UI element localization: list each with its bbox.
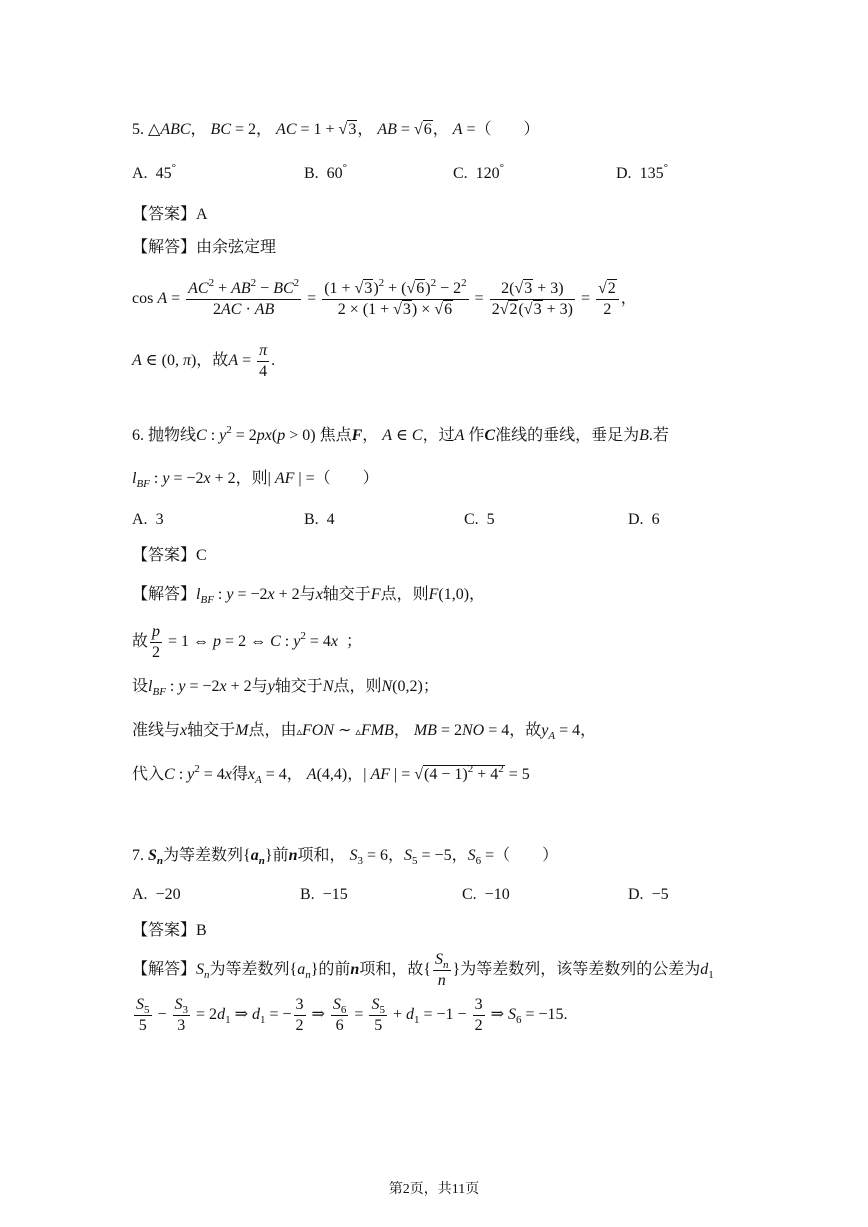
q6-option-d: D. 6 [628,511,660,528]
q6-answer: 【答案】C [132,547,207,564]
q6-option-c: C. 5 [464,511,495,528]
q6-solution-line3: 设$l_{BF}$ : y = −2x + 2与y轴交于N点，则N(0,2)； [132,678,439,698]
q5-option-b: B. 60° [304,162,348,182]
q6-solution-line5: 代入C : $y^2 = 4x$得$x_A = 4$， A(4,4)，| AF | = $√(4 - 1)^2 + 4^2 = 5$ [132,763,530,786]
page-footer: 第2页，共11页 [388,1182,480,1197]
q5-number: 5. [132,121,144,138]
q6-solution-line1: 【解答】$l_{BF}$ : y = −2x + 2与x轴交于F点，则F(1,0)， [132,586,486,606]
q7-option-b: B. −15 [300,886,348,903]
q7-stem: 7. $S_n$为等差数列$\{a_n\}$前n项和， $S_3 = 6$，$S_5 = -5$，$S_6$ =（ ） [132,847,559,867]
q7-blank: （ ） [494,847,559,864]
q6-stem-line2: $l_{BF}$ : y = −2x + 2，则| AF | =（ ） [132,470,379,490]
q5-stem: 5. △ABC， BC = 2， AC = 1 + √3， AB = √6， A =（ ） [132,121,540,138]
q7-solution-line1: 【解答】$S_n$为等差数列$\{a_n\}$的前n项和，故{ $\frac{S_n}{n}$ }为等差数列，该等差数列的公差为$d_1$ [132,950,714,989]
q6-option-b: B. 4 [304,511,335,528]
q5-conclusion: A ∈ (0, π)，故A = $\frac{\pi}{4}$ . [132,341,276,380]
q7-number: 7. [132,847,144,864]
q5-option-a: A. 45° [132,162,176,182]
q6-blank: （ ） [314,470,379,487]
q7-option-d: D. −5 [628,886,669,903]
q6-number: 6. [132,427,144,444]
q5-answer: 【答案】A [132,206,208,223]
q7-answer: 【答案】B [132,922,207,939]
q5-option-d: D. 135° [616,162,668,182]
q7-option-a: A. −20 [132,886,181,903]
q5-blank: （ ） [475,121,540,138]
q5-option-c: C. 120° [453,162,505,182]
q6-solution-line4: 准线与x轴交于M点，由▵FON ∼ ▵FMB， MB = 2NO = 4，故$y_A = 4$， [132,722,597,742]
q5-solution-intro: 【解答】由余弦定理 [132,239,277,256]
q7-solution-line2: $\frac{S_5}{5}$ − $\frac{S_3}{3}$ = $2d_1$ ⇒ $d_1$ = − $\frac{3}{2}$ ⇒ $\frac{S_6}{6}$ = $\frac{S_5}{5}$ + $d_1 = -1$ − $\frac{3}{2}$ ⇒ $S_6 = -15$. [136,995,568,1034]
q6-solution-line2: 故 $\frac{p}{2}$ = 1 ⇔ p = 2 ⇔ C : $y^2 = 4x$ ； [132,622,362,661]
q7-option-c: C. −10 [462,886,510,903]
q6-stem-line1: 6. 抛物线C : $y^2 = 2px(p > 0)$ 焦点F， A ∈ C，过A 作C准线的垂线，垂足为B.若 [132,424,669,444]
q5-cosine-formula: cos A = $\frac{AC^2 + AB^2 - BC^2}{2AC \cdot AB}$ = $\frac{(1 + √3)^2 + (√6)^2 - 2^2}{2 \times (1 + √3) \times √6}$ = $\frac{2(√3 + 3)}{2√2(√3 + 3)}$ = $\frac{√2}{2}$ ， [132,276,637,318]
q6-option-a: A. 3 [132,511,164,528]
